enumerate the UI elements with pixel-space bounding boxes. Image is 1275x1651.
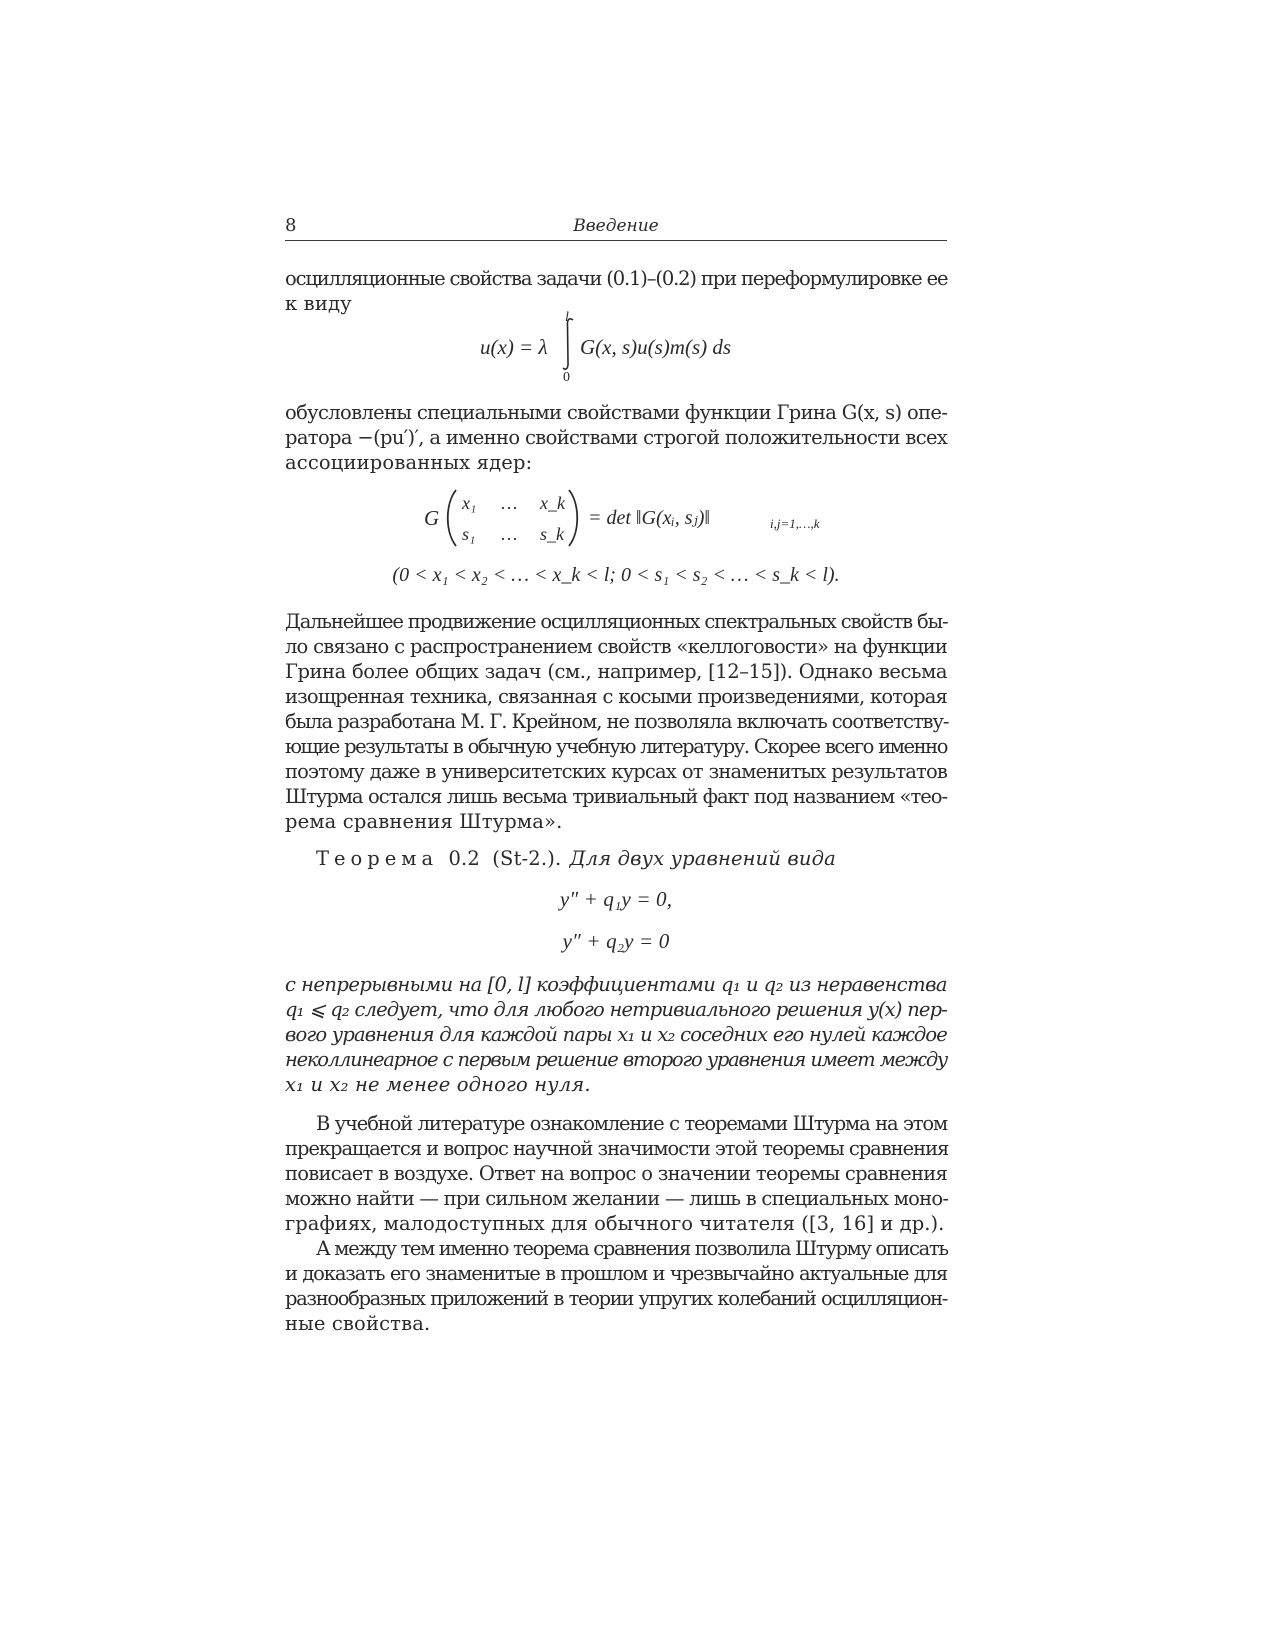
matrix-dots-bottom: … [500,524,518,544]
integral-sign [560,316,580,372]
matrix-dots-top: … [500,493,518,513]
integral-lower-limit: 0 [563,370,570,385]
text-line: ратора −(pu′)′, а именно свойствами строгой положительности всех [285,426,948,449]
text-line: ло связано с распространением свойств «келлоговости» на функции [285,635,947,658]
text-line: поэтому даже в университетских курсах от знаменитых результатов [285,760,947,783]
theorem-lead: Для двух уравнений вида [569,847,836,870]
text-line: к виду [285,292,352,315]
text-line: Штурма остался лишь весьма тривиальный факт под названием «тео- [285,785,947,808]
text-line: В учебной литературе ознакомление с теоремами Штурма на этом [316,1112,947,1135]
text-line: Дальнейшее продвижение осцилляционных спектральных свойств бы- [285,610,948,633]
text-line: изощренная техника, связанная с косыми произведениями, которая [285,685,947,708]
text-line: Грина более общих задач (см., например, [12–15]). Однако весьма [285,660,947,683]
text-line: обусловлены специальными свойствами функции Грина G(x, s) опе- [285,401,948,424]
matrix-sk: s_k [540,524,564,544]
index-condition: (0 < x₁ < x₂ < … < x_k < l; 0 < s₁ < s₂ < … < s_k < l). [392,564,840,586]
right-paren [566,488,582,548]
text-line: ные свойства. [285,1312,431,1335]
equation-lhs: u(x) = λ [480,335,548,359]
text-line: можно найти — при сильном желании — лишь в специальных моно- [285,1187,949,1210]
text-line: графиях, малодоступных для обычного читателя ([3, 16] и др.). [285,1212,945,1235]
header-rule [285,240,947,241]
theorem-text-line: вого уравнения для каждой пары x₁ и x₂ соседних его нулей каждое [285,1023,947,1046]
determinant-rhs: = det ‖G(xᵢ, sⱼ)‖ [588,507,711,529]
text-line: А между тем именно теорема сравнения позволила Штурму описать [316,1237,948,1260]
text-line: рема сравнения Штурма». [285,810,563,833]
theorem-number: 0.2 [448,847,480,870]
theorem-equation-2: y″ + q₂y = 0 [562,929,670,953]
text-line: была разработана М. Г. Крейном, не позволяла включать соответству- [285,710,949,733]
text-line: ющие результаты в обычную учебную литературу. Скорее всего именно [285,735,947,758]
matrix-G: G [424,506,440,530]
left-paren [443,488,459,548]
theorem-text-line: q₁ ⩽ q₂ следует, что для любого нетривиального решения y(x) пер- [285,998,947,1021]
theorem-heading [316,846,836,871]
matrix-x1: x₁ [462,493,477,513]
text-line: и доказать его знаменитые в прошлом и чрезвычайно актуальные для [285,1262,947,1285]
text-line: ассоциированных ядер: [285,451,533,474]
page-number: 8 [285,215,297,236]
running-title: Введение [573,216,659,236]
integral-upper-limit: l [565,310,569,325]
text-line: прекращается и вопрос научной значимости этой теоремы сравнения [285,1137,949,1160]
theorem-text-line: с непрерывными на [0, l] коэффициентами q₁ и q₂ из неравенства [285,973,947,996]
determinant-subscript: i,j=1,…,k [770,516,820,531]
theorem-equation-1: y″ + q₁y = 0, [559,887,673,911]
matrix-xk: x_k [540,493,565,513]
theorem-label: Теорема [316,847,439,870]
text-line: разнообразных приложений в теории упругих колебаний осцилляцион- [285,1287,947,1310]
theorem-name: (St-2.). [492,847,562,870]
text-line: повисает в воздухе. Ответ на вопрос о значении теоремы сравнения [285,1162,947,1185]
matrix-s1: s₁ [462,524,476,544]
theorem-text-line: неколлинеарное с первым решение второго уравнения имеет между [285,1048,947,1071]
text-line: осцилляционные свойства задачи (0.1)–(0.2) при переформулировке ее [285,267,948,290]
theorem-text-line: x₁ и x₂ не менее одного нуля. [285,1073,591,1096]
integrand: G(x, s)u(s)m(s) ds [580,335,732,359]
